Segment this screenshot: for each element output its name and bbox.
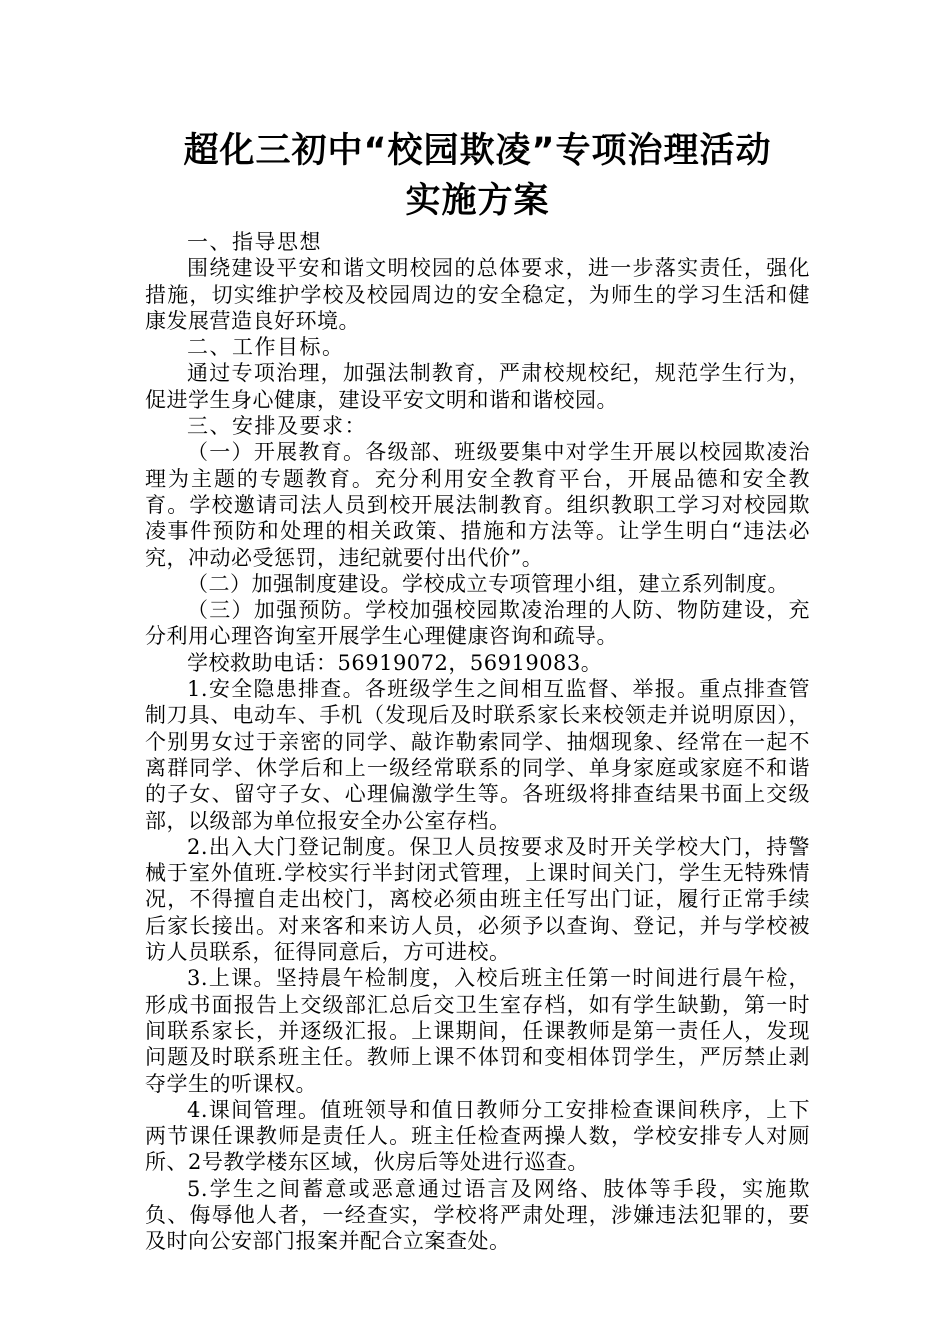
section-heading-guiding-ideology: 一、指导思想 [187, 230, 322, 254]
paragraph-item-5: 5.学生之间蓄意或恶意通过语言及网络、肢体等手段，实施欺负、侮辱他人者，一经查实，学校将严肃处理，涉嫌违法犯罪的，要及时向公安部门报案并配合立案查处。 [145, 1176, 810, 1254]
document-title-line2: 实施方案 [405, 181, 550, 221]
paragraph-item-2: 2.出入大门登记制度。保卫人员按要求及时开关学校大门，持警械于室外值班.学校实行半封闭式管理，上课时间关门，学生无特殊情况，不得擅自走出校门，离校必须由班主任写出门证，履行正常手续后家长接出。对来客和来访人员，必须予以查询、登记，并与学校被访人员联系，征得同意后，方可进校。 [145, 834, 810, 965]
paragraph-guiding-ideology: 围绕建设平安和谐文明校园的总体要求，进一步落实责任，强化措施，切实维护学校及校园周边的安全稳定，为师生的学习生活和健康发展营造良好环境。 [145, 256, 810, 333]
document-body [145, 229, 810, 1255]
paragraph-item-1: 1.安全隐患排查。各班级学生之间相互监督、举报。重点排查管制刀具、电动车、手机（发现后及时联系家长来校领走并说明原因），个别男女过于亲密的同学、敲诈勒索同学、抽烟现象、经常在一起不离群同学、休学后和上一级经常联系的同学、单身家庭或家庭不和谐的子女、留守子女、心理偏激学生等。各班级将排查结果书面上交级部，以级部为单位报安全办公室存档。 [145, 677, 810, 833]
document-page [145, 118, 810, 1255]
paragraph-item-3: 3.上课。坚持晨午检制度，入校后班主任第一时间进行晨午检，形成书面报告上交级部汇总后交卫生室存档，如有学生缺勤，第一时间联系家长，并逐级汇报。上课期间，任课教师是第一责任人，发现问题及时联系班主任。教师上课不体罚和变相体罚学生，严厉禁止剥夺学生的听课权。 [145, 966, 810, 1096]
section-heading-work-goals: 二、工作目标。 [187, 335, 345, 360]
paragraph-prevention: （三）加强预防。学校加强校园欺凌治理的人防、物防建设，充分利用心理咨询室开展学生心理健康咨询和疏导。 [145, 598, 810, 649]
paragraph-education: （一）开展教育。各级部、班级要集中对学生开展以校园欺凌治理为主题的专题教育。充分利用安全教育平台，开展品德和安全教育。学校邀请司法人员到校开展法制教育。组织教职工学习对校园欺凌事件预防和处理的相关政策、措施和方法等。让学生明白“违法必究，冲动必受惩罚，违纪就要付出代价”。 [145, 440, 810, 570]
paragraph-system-building: （二）加强制度建设。学校成立专项管理小组，建立系列制度。 [187, 571, 789, 596]
paragraph-help-phone: 学校救助电话：56919072，56919083。 [187, 650, 603, 675]
document-title-line1: 超化三初中“校园欺凌”专项治理活动 [183, 131, 772, 171]
section-heading-arrangements: 三、安排及要求： [187, 414, 367, 439]
paragraph-item-4: 4.课间管理。值班领导和值日教师分工安排检查课间秩序，上下两节课任课教师是责任人。班主任检查两操人数，学校安排专人对厕所、2号教学楼东区域，伙房后等处进行巡查。 [145, 1097, 810, 1175]
paragraph-work-goals: 通过专项治理，加强法制教育，严肃校规校纪，规范学生行为，促进学生身心健康，建设平安文明和谐和谐校园。 [145, 361, 810, 412]
